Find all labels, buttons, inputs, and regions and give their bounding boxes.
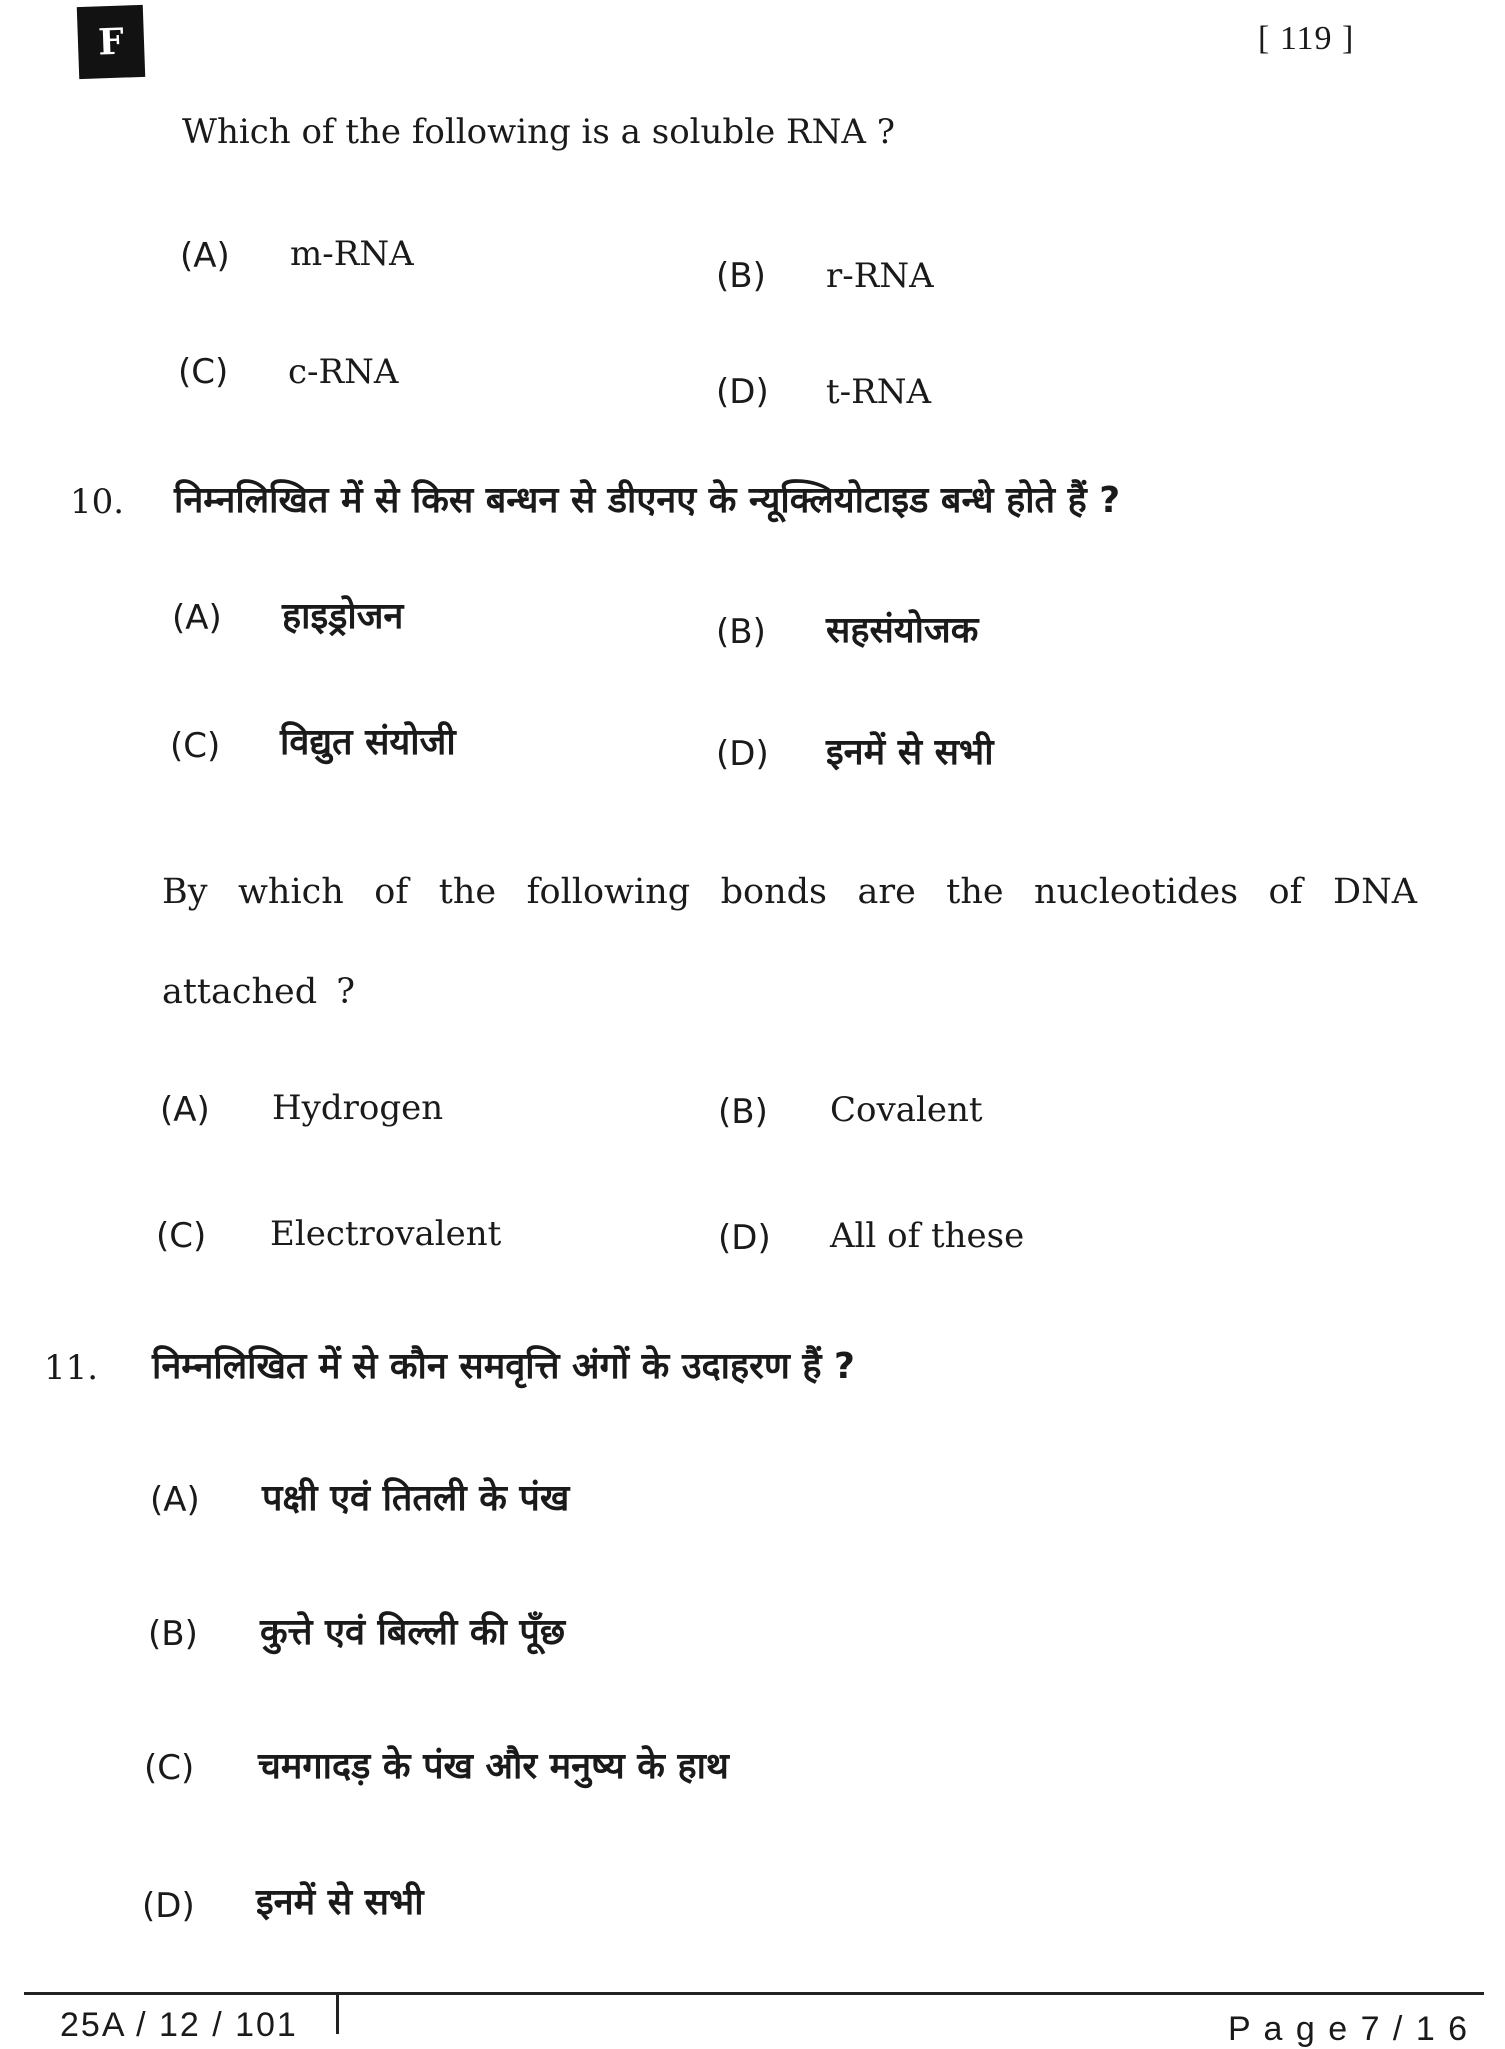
q11-option-c-text: चमगादड़ के पंख और मनुष्य के हाथ bbox=[258, 1746, 729, 1787]
q11-question-text-hindi: निम्नलिखित में से कौन समवृत्ति अंगों के उदाहरण हैं ? bbox=[152, 1346, 855, 1387]
q10-option-b-label: (B) bbox=[718, 1092, 768, 1132]
q9-question-text: Which of the following is a soluble RNA ? bbox=[182, 112, 895, 152]
q10-hindi-option-c-label: (C) bbox=[170, 726, 221, 766]
q10-hindi-option-b-label: (B) bbox=[716, 612, 766, 652]
q10-question-text-english: By which of the following bonds are the nucleotides of DNA attached ? bbox=[162, 872, 1417, 1012]
q11-option-a-text: पक्षी एवं तितली के पंख bbox=[262, 1478, 570, 1519]
q11-option-d-text: इनमें से सभी bbox=[256, 1882, 424, 1923]
q10-option-d-text: All of these bbox=[830, 1216, 1025, 1256]
q10-option-d-label: (D) bbox=[718, 1218, 771, 1258]
q11-option-b-text: कुत्ते एवं बिल्ली की पूँछ bbox=[260, 1612, 566, 1653]
q10-number: 10. bbox=[70, 482, 125, 522]
q11-option-d-label: (D) bbox=[142, 1886, 195, 1926]
q9-option-c-text: c-RNA bbox=[288, 352, 399, 392]
q10-hindi-option-b-text: सहसंयोजक bbox=[826, 610, 979, 651]
q10-hindi-option-a-label: (A) bbox=[172, 598, 222, 638]
page-number: [ 119 ] bbox=[1258, 20, 1355, 57]
q10-hindi-option-d-label: (D) bbox=[716, 734, 769, 774]
q9-option-b-text: r-RNA bbox=[826, 256, 934, 296]
q9-option-b-label: (B) bbox=[716, 256, 766, 296]
q9-option-c-label: (C) bbox=[178, 352, 229, 392]
q10-hindi-option-d-text: इनमें से सभी bbox=[826, 732, 994, 773]
q10-option-a-label: (A) bbox=[160, 1090, 210, 1130]
q10-option-c-text: Electrovalent bbox=[270, 1214, 502, 1254]
q9-option-a-text: m-RNA bbox=[290, 234, 414, 274]
footer-divider bbox=[336, 1992, 339, 2034]
q11-option-b-label: (B) bbox=[148, 1614, 198, 1654]
footer-page-info: P a g e 7 / 1 6 bbox=[1228, 2010, 1470, 2048]
q11-number: 11. bbox=[44, 1348, 99, 1388]
q10-question-text-hindi: निम्नलिखित में से किस बन्धन से डीएनए के न्यूक्लियोटाइड बन्धे होते हैं ? bbox=[174, 480, 1121, 521]
paper-code: 25A / 12 / 101 bbox=[60, 2006, 298, 2044]
q9-option-a-label: (A) bbox=[180, 236, 230, 276]
q10-hindi-option-a-text: हाइड्रोजन bbox=[282, 596, 404, 637]
q10-hindi-option-c-text: विद्युत संयोजी bbox=[280, 722, 456, 763]
set-letter-badge: F bbox=[77, 5, 145, 79]
q10-option-b-text: Covalent bbox=[830, 1090, 983, 1130]
q9-option-d-label: (D) bbox=[716, 372, 769, 412]
q10-option-a-text: Hydrogen bbox=[272, 1088, 444, 1128]
footer-rule bbox=[24, 1992, 1484, 1995]
q10-option-c-label: (C) bbox=[156, 1216, 207, 1256]
q9-option-d-text: t-RNA bbox=[826, 372, 932, 412]
q11-option-a-label: (A) bbox=[150, 1480, 200, 1520]
q11-option-c-label: (C) bbox=[144, 1748, 195, 1788]
